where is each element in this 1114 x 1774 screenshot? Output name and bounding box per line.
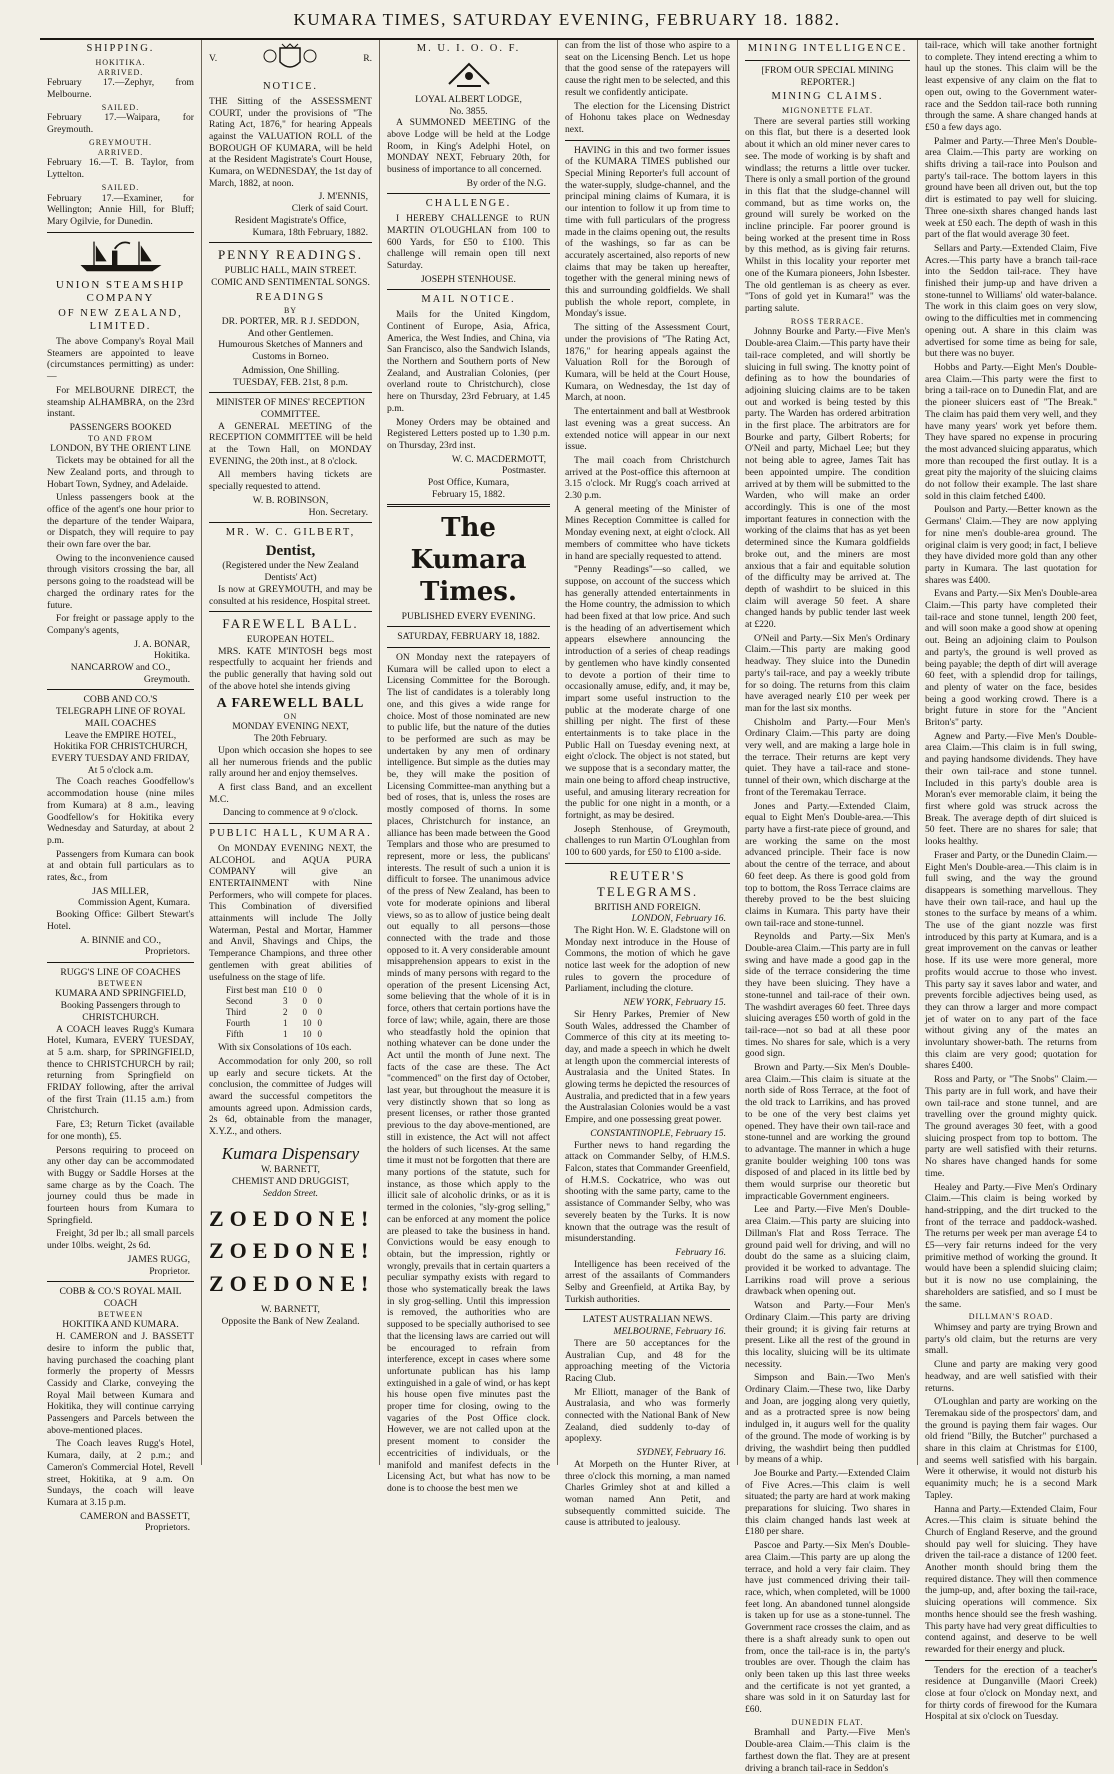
- paragraph: I HEREBY CHALLENGE to RUN MARTIN O'LOUGHLAN from 100 to 600 Yards, for £50 to £100. This challenge will remain open till next Saturday.: [387, 213, 550, 272]
- dentist-heading: Dentist,: [265, 543, 316, 560]
- heading: At 5 o'clock a.m.: [87, 764, 154, 776]
- paragraph: Sir Henry Parkes, Premier of New South Wales, addressed the Chamber of Commerce of this city at its meeting to-day, and made a speech in which he dwelt at length upon the commercial interests of Australasia and the United States. In glowing terms he depicted the resources of Australia, and predicted that in a few years the Australasian Colonies would be a vast Empire, and one possessing great power.: [565, 1008, 730, 1126]
- paragraph: Pascoe and Party.—Six Men's Double-area Claim.—This party are up along the terrace, and hold a very fair claim. They have just commenced driving their tail-race, which, when completed, will be 1000 feet long. An abandoned tunnel alongside is taken up for use as a stone-tunnel. The Government race crosses the claim, and as there is a shaft already sunk to open out from, once the tail-race is in, the party's troubles are over. Though the claim has only been taken up this last three weeks and the certificate is not yet granted, a share was sold in it on Saturday last for £60.: [745, 1540, 910, 1716]
- divider: [745, 60, 910, 61]
- dateline: CONSTANTINOPLE, February 15.: [590, 1127, 726, 1139]
- zoedone-heading: ZOEDONE!: [209, 1271, 375, 1297]
- paragraph: Clune and party are making very good headway, and are well satisfied with their returns.: [925, 1359, 1097, 1394]
- column-2: [202, 40, 380, 1465]
- steamship-icon: [76, 237, 166, 275]
- paragraph: Booking Office: Gilbert Stewart's Hotel.: [47, 909, 194, 932]
- label-sailed: SAILED.: [101, 182, 140, 192]
- paragraph: MRS. KATE M'INTOSH begs most respectfully to acquaint her friends and the public generally that having sold out of the above hotel she intends giving: [209, 645, 372, 692]
- paragraph: Hanna and Party.—Extended Claim, Four Acres.—This claim is situate behind the Church of England Reserve, and the ground should pay well for sluicing. They have driven the tail-race a distance of 1200 feet. Another month should bring them the required distance. They will then commence the jump-up, and, after boxing the tail-race, sluicing operations will commence. Six months hence should see the fresh washing. This party have had very great difficulties to contend against, and deserve to be well rewarded for their energy and pluck.: [925, 1503, 1097, 1655]
- prize-cell: 0: [317, 1029, 322, 1040]
- heading: BRITISH AND FOREIGN.: [594, 901, 701, 913]
- signature: Proprietors.: [144, 946, 190, 958]
- divider: [925, 1660, 1097, 1661]
- cobb-subtitle: TELEGRAPH LINE OF ROYAL MAIL COACHES: [55, 706, 186, 729]
- challenge-title: CHALLENGE.: [425, 198, 512, 210]
- paragraph: Persons requiring to proceed on any other day can be accommodated with Buggy or Saddle Horses at the same charge as by the Coach. The journey could thus be made in fourteen hours from Kumara to Springfield.: [47, 1144, 194, 1226]
- paragraph: Palmer and Party.—Three Men's Double-area Claim.—This party are working on shifts driving a tail-race into Poulson and party's tail-race. The bottom layers in this ground have been all driven out, but the top dirt is estimated to pay well for sluicing. Three one-sixth shares changed hands last week at £50 each. The depth of wash in this part of the flat would average 30 feet.: [925, 135, 1097, 241]
- divider: [387, 626, 550, 627]
- paragraph: Hobbs and Party.—Eight Men's Double-area Claim.—This party were the first to bring a tail-race on to Dunedin Flat, and are the pioneer sluicers east of "The Break." The claim has paid them very well, and they have many years' work yet before them. They have spared no expense in procuring the most advanced sluicing apparatus, which more than recouped the first outlay. It is a great pity the majority of the sluicing claims do not follow their example. The last share sold in this claim fetched £400.: [925, 361, 1097, 502]
- notice-title: NOTICE.: [262, 81, 319, 92]
- signature: NANCARROW and CO.,: [70, 662, 171, 674]
- signature: J. M'ENNIS,: [318, 191, 368, 203]
- paragraph: A general meeting of the Minister of Mines Reception Committee is called for Monday evening next, at eight o'clock. All members of committee who have tickets in hand are specially requested to attend.: [565, 503, 730, 562]
- signature: A. BINNIE and CO.,: [79, 934, 161, 946]
- heading: ROSS TERRACE.: [790, 316, 865, 326]
- prize-row: [223, 1018, 325, 1029]
- paragraph: Bramhall and Party.—Five Men's Double-area Claim.—This claim is the farthest down the flat. They are at present driving a branch tail-race in Seddon's: [745, 1727, 910, 1774]
- heading: BETWEEN: [97, 978, 144, 988]
- reuters-title: REUTER'S TELEGRAMS.: [596, 867, 699, 899]
- signature: W. B. ROBINSON,: [252, 494, 329, 506]
- prize-cell: 2: [283, 1007, 288, 1018]
- prize-row: [223, 1007, 325, 1018]
- newspaper-title: The Kumara Times.: [410, 513, 527, 607]
- paragraph: Further news to hand regarding the attack on Commander Selby, of H.M.S. Falcon, states that Commander Greenfield, of H.M.S. Cockatrice, who was out shooting with the same party, came to the assistance of Commander Selby, who was severely beaten by the Turks. It is now known that the outrage was the result of misunderstanding.: [565, 1139, 730, 1245]
- paragraph: Chisholm and Party.—Four Men's Ordinary Claim.—This party are doing very well, and are making a large hole in the terrace. Their returns are kept very quiet. They have a tail-race and stone-tunnel of their own, which discharge at the front of the Teremakau Terrace.: [745, 716, 910, 798]
- heading: EVERY TUESDAY AND FRIDAY,: [51, 752, 190, 764]
- heading: PUBLISHED EVERY EVENING.: [401, 610, 536, 622]
- shipping-line: February 17.—Waipara, for Greymouth.: [47, 112, 194, 136]
- paragraph: Lee and Party.—Five Men's Double-area Claim.—This party are sluicing into Dillman's Flat and Ross Terrace. The ground paid well for driving, and will no doubt do the same as a sluicing claim, provided it be worked to advantage. The Larrikins road will prove a serious drawback when opening out.: [745, 1204, 910, 1298]
- signature: Proprietor.: [149, 1265, 190, 1277]
- paragraph: Tenders for the erection of a teacher's residence at Dunganville (Maori Creek) close at four o'clock on Monday next, and for thirty cords of firewood for the Kumara Hospital at six o'clock on Tuesday.: [925, 1664, 1097, 1723]
- paragraph: THE Sitting of the ASSESSMENT COURT, under the provisions of "The Rating Act, 1876," for hearing Appeals against the VALUATION ROLL of the BOROUGH OF KUMARA, will be held at the Resident Magistrate's Court House, Kumara, on WEDNESDAY, the 1st day of March, 1882, at noon.: [209, 95, 372, 189]
- paragraph: Upon which occasion she hopes to see all her numerous friends and the public rally around her and enjoy themselves.: [209, 744, 372, 780]
- paragraph: Simpson and Bain.—Two Men's Ordinary Claim.—These two, like Darby and Joan, are jogging along very quietly, and as a protracted spree is now being indulged in, it augurs well for the quality of the ground. The mode of working is by driving, the washdirt being then puddled by means of a whip.: [745, 1372, 910, 1466]
- paragraph: For freight or passage apply to the Company's agents,: [47, 613, 194, 636]
- heading: No. 3855.: [449, 105, 488, 117]
- paragraph: A COACH leaves Rugg's Kumara Hotel, Kumara, EVERY TUESDAY, at 5 a.m. sharp, for SPRINGFIELD, thence to CHRISTCHURCH by rail; returning from Springfield on FRIDAY following, after the arrival of the first Train (11.15 a.m.) from Christchurch.: [47, 1023, 194, 1117]
- dateline: MELBOURNE, February 16.: [613, 1326, 726, 1338]
- paragraph: Reynolds and Party.—Six Men's Double-area Claim.—This party are in full swing and have made a good gap in the side of the terrace considering the time they have been sluicing. They have a stone-tunnel and tail-race of their own. The washdirt averages 60 feet. Three days sluicing averages £50 worth of gold in the tail-race—not so bad at all these poor times. No shares for sale, which is a very good sign.: [745, 931, 910, 1060]
- paragraph: The Coach reaches Goodfellow's accommodation house (nine miles from Kumara) at 8 a.m., leaving Goodfellow's for Hokitika every Wednesday and Saturday, at about 2 p.m.: [47, 776, 194, 846]
- signature: Opposite the Bank of New Zealand.: [221, 1315, 360, 1327]
- paragraph: Humourous Sketches of Manners and Customs in Borneo.: [218, 339, 363, 363]
- crest-icon: [260, 42, 320, 76]
- divider: [387, 504, 550, 507]
- paragraph: A GENERAL MEETING of the RECEPTION COMMITTEE will be held at the Town Hall, on MONDAY EVENING, the 20th inst., at 8 o'clock.: [209, 420, 372, 467]
- cobb2-title: COBB & CO.'S ROYAL MAIL COACH: [59, 1286, 182, 1309]
- heading: MONDAY EVENING NEXT,: [232, 721, 349, 733]
- signature: Proprietors.: [144, 1522, 190, 1534]
- dateline: LONDON, February 16.: [631, 913, 726, 925]
- heading: EUROPEAN HOTEL.: [246, 634, 335, 646]
- column-6: [918, 40, 1104, 1723]
- union-title: UNION STEAMSHIP COMPANY: [55, 278, 186, 305]
- prize-row: [223, 996, 325, 1007]
- dateline: NEW YORK, February 15.: [623, 997, 726, 1009]
- paragraph: Mr Elliott, manager of the Bank of Australasia, and who was formerly connected with the National Bank of New Zealand, died suddenly to-day of apoplexy.: [565, 1386, 730, 1445]
- prize-cell: 3: [283, 996, 288, 1007]
- heading: CHEMIST AND DRUGGIST,: [231, 1176, 350, 1188]
- farewell-ball-heading: A FAREWELL BALL: [216, 695, 365, 711]
- paragraph: Accommodation for only 200, so roll up early and secure tickets. At the conclusion, the committee of Judges will award the successful competitors the amounts agreed upon. Admission cards, 2s 6d, obtainable from the manager, X.Y.Z., and others.: [209, 1055, 372, 1138]
- farewell-title: FAREWELL BALL.: [222, 616, 359, 632]
- signature: JOSEPH STENHOUSE.: [421, 273, 516, 285]
- paragraph: The Coach leaves Rugg's Hotel, Kumara, daily, at 2 p.m.; and Cameron's Commercial Hotel, Revell street, Hokitika, at 9 a.m. On Sundays, the coach will leave Kumara at 3.15 p.m.: [47, 1438, 194, 1508]
- paragraph: Joseph Stenhouse, of Greymouth, challenges to run Martin O'Loughlan from 100 to 600 yards, for £50 to £100 a-side.: [565, 823, 730, 859]
- label-arrived: ARRIVED.: [97, 67, 144, 77]
- prize-cell: 0: [302, 1007, 307, 1018]
- paragraph: Fare, £3; Return Ticket (available for one month), £5.: [47, 1119, 194, 1142]
- paragraph: On MONDAY EVENING NEXT, the ALCOHOL and AQUA PURA COMPANY will give an ENTERTAINMENT with Nine Performers, who will compete for places. This Combination of diversified attainments will include The Jolly Waterman, Pestal and Mortar, Hammer and Anvil, Shavings and Chips, the Temperance Champions, and three other gentlemen with great abilities of usefulness on the stage of life.: [209, 842, 372, 983]
- heading: Booking Passengers through to: [60, 1000, 181, 1012]
- cobb-title: COBB AND CO.'S: [83, 694, 158, 706]
- paragraph: Is now at GREYMOUTH, and may be consulted at his residence, Hospital street.: [209, 583, 372, 607]
- label-sailed: SAILED.: [101, 102, 140, 112]
- dispensary-arch: Kumara Dispensary: [221, 1143, 360, 1163]
- paragraph: Tickets may be obtained for all the New Zealand ports, and through to Hobart Town, Sydney, and Adelaide.: [47, 455, 194, 490]
- paragraph: Freight, 3d per lb.; all small parcels under 10lbs. weight, 2s 6d.: [47, 1228, 194, 1252]
- heading: MIGNONETTE FLAT.: [782, 106, 873, 115]
- prize-cell: 0: [317, 985, 322, 996]
- rugg-title: RUGG'S LINE OF COACHES: [60, 966, 181, 978]
- heading: COMIC AND SENTIMENTAL SONGS.: [211, 276, 370, 288]
- heading: [FROM OUR SPECIAL MINING REPORTER.]: [761, 64, 894, 88]
- prize-row: [223, 985, 325, 996]
- paragraph: "Penny Readings"—so called, we suppose, on account of the success which has generally attended entertainments in the Home country, the admission to which had been fixed at that low price. And such is the heading of an advertisement which appears elsewhere announcing the introduction of a series of cheap readings by gentlemen who have kindly consented to devote a portion of their time to occasionally amuse, edify, and, it may be, impart some useful instruction to the public at the moderate charge of one shilling per night. The first of these entertainments is to take place in the Public Hall on Tuesday evening next, at eight o'clock. The object is not stated, but we suppose that is a secondary matter, the main one being to afford cheap instructive, useful, and amusing literary recreation for the public for one night in a month, or a fortnight, as may be desired.: [565, 564, 730, 821]
- heading: DILLMAN'S ROAD.: [968, 1312, 1054, 1322]
- heading: W. BARNETT,: [261, 1164, 320, 1176]
- paragraph: Owing to the inconvenience caused through visitors crossing the bar, all persons going to the roadstead will be charged the ordinary rates for the future.: [47, 552, 194, 611]
- paragraph: Johnny Bourke and Party.—Five Men's Double-area Claim.—This party have their tail-race completed, and will shortly be sluicing in full swing. The knotty point of defining as to how the boundaries of adjoining sluicing claims are to be taken out and worked is being tested by this party. The Warden has ordered arbitration in the first place. The arbitrators are for Bourke and party, Gilbert Roberts; for O'Neil and party, Michael Lee; but they not being able to agree, James Tait has been appointed umpire. The condition arrived at by them will be submitted to the Warden, who will make an order accordingly. This is one of the most important features in connection with the working of the claims that has as yet been determined since the Kumara goldfields broke out, and the miners are most anxious that a fair and equitable solution of the difficulty may be arrived at. The depth of washdirt to be sluiced in this claim will average 50 feet. A share changed hands by public tender last week at £220.: [745, 326, 910, 631]
- heading: MINING CLAIMS.: [771, 91, 884, 103]
- paragraph: The mail coach from Christchurch arrived at the Post-office this afternoon at 3.15 o'clock. Mr Rugg's coach arrived at 2.30 p.m.: [565, 454, 730, 502]
- divider: [565, 863, 730, 864]
- heading: LOYAL ALBERT LODGE,: [415, 93, 522, 105]
- dateline: SYDNEY, February 16.: [636, 1447, 726, 1459]
- signature: CAMERON and BASSETT,: [80, 1510, 190, 1522]
- paragraph: Passengers from Kumara can book at and obtain full particulars as to rates, &c., from: [47, 848, 194, 884]
- heading: HOKITIKA AND KUMARA.: [62, 1319, 179, 1331]
- column-1: [40, 40, 202, 1534]
- paragraph: The sitting of the Assessment Court, under the provisions of "The Rating Act, 1876," for hearing appeals against the Valuation Roll for the Borough of Kumara, will be held at the Court House, Kumara, on Wednesday, the 1st day of March, at noon.: [565, 322, 730, 404]
- heading: DUNEDIN FLAT.: [791, 1717, 864, 1727]
- shipping-line: February 17.—Zephyr, from Melbourne.: [47, 77, 194, 100]
- prize-cell: 0: [302, 985, 307, 996]
- paragraph: Ross and Party, or "The Snobs" Claim.—This party are in full work, and have their own tail-race and stone tunnel, and are travelling over the ground mighty quick. The ground averages 30 feet, with a good sluicing prospect from top to bottom. The party are well satisfied with their returns. No shares have changed hands for some time.: [925, 1074, 1097, 1179]
- prize-cell: 0: [317, 996, 322, 1007]
- heading: Leave the EMPIRE HOTEL, Hokitika FOR CHRISTCHURCH,: [53, 729, 188, 753]
- paragraph: For MELBOURNE DIRECT, the steamship ALHAMBRA, on the 23rd instant.: [47, 384, 194, 420]
- prize-cell: 0: [302, 996, 307, 1007]
- paragraph: Joe Bourke and Party.—Extended Claim of Five Acres.—This claim is well situated; the party are hard at work making preparations for sluicing. Two shares in this claim changed hands last week at £180 per share.: [745, 1467, 910, 1538]
- paragraph: The election for the Licensing District of Hohonu takes place on Wednesday next.: [565, 100, 730, 135]
- heading: And other Gentlemen.: [247, 327, 334, 339]
- divider: [565, 1309, 730, 1310]
- signature: Clerk of said Court.: [291, 203, 368, 215]
- paragraph: Healey and Party.—Five Men's Ordinary Claim.—This claim is being worked by hand-stripping, and the dirt trucked to the front of the terrace and paddock-washed. The returns per week per man average £4 to £5—very fair returns indeed for the very primitive method of working the ground. It would have been a splendid sluicing claim; but it is now no use complaining, the shareholders are satisfied, and so I must be the same.: [925, 1181, 1097, 1310]
- arms-r: R.: [363, 53, 372, 65]
- prize-cell: 0: [317, 1018, 322, 1029]
- divider: [209, 392, 372, 393]
- mail-title: MAIL NOTICE.: [421, 294, 516, 306]
- paragraph: Brown and Party.—Six Men's Double-area Claim.—This claim is situate at the north side of Ross Terrace, at the foot of the old track to Larrikins, and has proved to be one of the very best claims yet opened. They have their own tail-race and stone-tunnel and are working the ground to advantage. The manner in which a huge granite boulder weighing 100 tons was disposed of and placed in its little bed by them would surprise our theoretic but impracticable Government engineers.: [745, 1062, 910, 1202]
- heading: Seddon Street.: [262, 1187, 319, 1199]
- signature: JAMES RUGG,: [127, 1253, 190, 1265]
- paragraph: O'Neil and Party.—Six Men's Ordinary Claim.—This party are making good headway. They sluice into the Dunedin party's tail-race, and pay a weekly tribute for so doing. The returns from this claim have averaged nearly £10 per week per man for the last six months.: [745, 632, 910, 714]
- dateline: February 16.: [675, 1246, 726, 1258]
- signature: By order of the N.G.: [466, 177, 546, 189]
- prize-cell: £10: [283, 985, 297, 996]
- prize-cell: 1: [283, 1029, 288, 1040]
- heading: SATURDAY, FEBRUARY 18, 1882.: [397, 631, 540, 643]
- paragraph: Sellars and Party.—Extended Claim, Five Acres.—This party have a branch tail-race into the Seddon tail-race. They have finished their jump-up and have driven a stone-tunnel to Williams' old water-balance. The work in this claim goes on very slow, owing to the difficulties met in commencing opening out. A share in this claim was advertised for some time as being for sale, but there was no buyer.: [925, 242, 1097, 360]
- divider: [47, 689, 194, 690]
- shipping-line: February 17.—Examiner, for Wellington; Annie Hill, for Bluff; Mary Ogilvie, for Dunedin.: [47, 192, 194, 227]
- paragraph: The above Company's Royal Mail Steamers are appointed to leave (circumstances permitting) as under:—: [47, 336, 194, 383]
- heading: KUMARA AND SPRINGFIELD,: [55, 988, 186, 1000]
- divider: [47, 232, 194, 233]
- mines-title: MINISTER OF MINES' RECEPTION COMMITTEE.: [215, 397, 366, 420]
- heading: Admission, One Shilling.: [241, 364, 340, 376]
- divider: [565, 140, 730, 141]
- heading: ON: [283, 711, 298, 721]
- signature: Commission Agent, Kumara.: [78, 897, 190, 909]
- columns: [40, 40, 1104, 1774]
- heading: BETWEEN: [97, 1309, 144, 1319]
- prize-cell: Second: [226, 996, 253, 1007]
- paragraph: Jones and Party.—Extended Claim, equal to Eight Men's Double-area.—This party have a first-rate piece of ground, and are working the same on the most advanced principle. Their face is now about the centre of the terrace, and about 60 feet deep. As there is good gold from top to bottom, the Ross Terrace claims are thereby proved to be the best sluicing claims in Kumara. This party have their own tail-race and stone-tunnel.: [745, 800, 910, 929]
- royal-arms: [209, 40, 372, 78]
- paragraph: A SUMMONED MEETING of the above Lodge will be held at the Lodge Room, in King's Adelphi Hotel, on MONDAY NEXT, February 20th, for business of importance to all concerned.: [387, 117, 550, 176]
- paragraph: There are several parties still working on this flat, but there is a deserted look about it which an old miner never cares to see. The mode of working is by shaft and windlass; the returns a little over tucker. There is only a small portion of the ground in this flat that the sludge-channel will command, but as time works on, the ground will surely be worked on the incline principle. Far poorer ground is being worked at the present time in Ross by this method, as is giving fair returns. Whilst in this locality your reporter met one of the Kumara pioneers, John Isbester. The old gentleman is as cheery as ever. "Tons of gold yet in Kumara!" was the parting salute.: [745, 115, 910, 314]
- prize-cell: Fifth: [226, 1029, 244, 1040]
- port-greymouth: GREYMOUTH.: [88, 137, 153, 147]
- leader-article: ON Monday next the ratepayers of Kumara will be called upon to elect a Licensing Committee for the Borough. The list of candidates is a tolerably long one, and this gives a wide range for choice. Most of those nominated are new to public life, but the nature of the duties to be performed are such as may be undertaken by any men of ordinary intelligence. But simple as the duties may be, they will make the position of Licensing Committee-man anything but a bed of roses, that is, unless the roses are mostly composed of thorns. In some places, Christchurch for instance, an alliance has been made between the Good Templars and those who are presumed to represent, more or less, the publicans' interests. The result of such a union it is difficult to forsee. The unanimous advice of the press of New Zealand, has been to vote for moderate opinions and liberal views, so as to allow of justice being dealt out equally to all persons—those connected with the trade and those opposed to it. A very considerable amount misapprehension appears to exist in the minds of many persons with regard to the operation of the present Licensing Act, some believing that the whole of it is in force, others that certain portions have the force of law; while, again, there are those who steadfastly hold the opinion that nothing whatever can be done under the Act until the month of June next. The facts of the case are these. The Act "commenced" on the first day of October, last year, but throughout the measure it is very distinctly shown that so long as present licenses, or rather those granted previous to the day above-mentioned, are still in existence, the Act will not affect the holders of such licenses. At the same time it must not be forgotten that there are many portions of the statute, such for instance, as those which apply to the illicit sale of alcoholic drinks, or as it is termed in the colonies, "sly-grog selling," can be enforced at any moment the police are pleased to take the business in hand. Convictions would be easy enough to obtain, but the impression, rightly or wrongly, prevails that in certain quarters a peculiar sympathy exists with regard to those who systematically break the laws in sly grog-selling. Until this impression is removed, the authorities who are supposed to be specially authorised to see that the licensing laws are carried out will be encouraged to refrain from interference, except in cases where some unfortunate publican has his lamp extinguished in a gale of wind, or has kept his house open five minutes past the proper time for closing, owing to the vagaries of the Post Office clock. However, we are not called upon at the present moment to consider the eccentricities of individuals, or the manifold and manifest defects in the Licensing Act, but what has now to be done is to choose the best men we: [387, 652, 550, 1494]
- paragraph: Agnew and Party.—Five Men's Double-area Claim.—This claim is in full swing, and paying handsome dividends. They have their own tail-race and stone tunnel. Included in this party's double area is Moran's ever memorable claim, it being the first where gold was struck across the Break. The average depth of dirt sluiced is 50 feet. There are no shares for sale; that looks healthy.: [925, 730, 1097, 848]
- signature: Kumara, 18th February, 1882.: [252, 226, 368, 238]
- divider: [47, 1281, 194, 1282]
- paragraph: tail-race, which will take another fortnight to complete. They intend erecting a whim to haul up the stones. This claim will be the least expensive of any claim on the flat to open out, owing to the Government water-race and the Seddon tail-race both running through the same. A share changed hands at £50 a few days ago.: [925, 40, 1097, 133]
- heading: READINGS: [255, 291, 326, 303]
- heading: TO AND FROM: [87, 433, 154, 443]
- muioof-title: M. U. I. O. O. F.: [416, 43, 521, 54]
- paragraph: Unless passengers book at the office of the agent's one hour prior to the departure of the tender Waipara, or Dispatch, they will require to pay their own fare over the bar.: [47, 492, 194, 551]
- shipping-line: February 16.—T. B. Taylor, from Lyttelton.: [47, 157, 194, 181]
- paragraph: HAVING in this and two former issues of the KUMARA TIMES published our Special Mining Reporter's full account of the water-supply, sludge-channel, and the principal mining claims of Kumara, it is our intention to follow it up from time to time with full particulars of the progress made in the claims opening out, the results of the washings, so far as can be accurately ascertained, also reports of new claims that may be taken up hereafter, together with the general mining news of this and surrounding goldfields. We shall publish the whole report, complete, in Monday's issue.: [565, 144, 730, 320]
- paragraph: A first class Band, and an excellent M.C.: [209, 781, 372, 805]
- prize-cell: First best man: [226, 985, 277, 996]
- paragraph: The entertainment and ball at Westbrook last evening was a great success. An extended notice will appear in our next issue.: [565, 406, 730, 453]
- divider: [209, 823, 372, 824]
- prize-cell: Third: [226, 1007, 246, 1018]
- arms-v: V.: [209, 53, 218, 65]
- paragraph: H. CAMERON and J. BASSETT desire to inform the public that, having purchased the coaching plant formerly the property of Messrs Cassidy and Clarke, conveying the Royal Mail between Kumara and Hokitika, they will continue carrying Passengers and Parcels between the above-mentioned places.: [47, 1331, 194, 1436]
- signature: W. BARNETT,: [261, 1304, 320, 1316]
- paragraph: Watson and Party.—Four Men's Ordinary Claim.—This party are driving their ground; it is giving fair returns at present. Like all the rest of the ground in this locality, sluicing will be its ultimate necessity.: [745, 1300, 910, 1370]
- signature: W. C. MACDERMOTT,: [451, 453, 546, 465]
- prize-cell: 10: [302, 1018, 312, 1029]
- paragraph: Poulson and Party.—Better known as the Germans' Claim.—They are now applying for nine men's double-area ground. The original claim is very good; in fact, I believe they have divided more gold than any other party in Kumara. The last quotation for shares was £400.: [925, 504, 1097, 586]
- divider: [47, 962, 194, 963]
- paragraph: There are 50 acceptances for the Australian Cup, and 48 for the approaching meeting of the Victoria Racing Club.: [565, 1337, 730, 1384]
- prize-cell: 1: [283, 1018, 288, 1029]
- heading: CHRISTCHURCH.: [82, 1011, 159, 1023]
- paragraph: can from the list of those who aspire to a seat on the Licensing Bench. Let us hope that the good sense of the ratepayers will cause the right men to be selected, and this result we confidently anticipate.: [565, 40, 730, 98]
- paragraph: Mails for the United Kingdom, Continent of Europe, Asia, Africa, America, the West Indies, and China, via San Francisco, also the Sandwich Islands, the Northern and Southern ports of New Zealand, and Australian Colonies, (per overland route to Christchurch), close here on Thursday, 23rd February, at 1.45 p.m.: [387, 309, 550, 414]
- paragraph: Whimsey and party are trying Brown and party's old claim, but the returns are very small.: [925, 1321, 1097, 1357]
- prize-cell: 10: [302, 1029, 312, 1040]
- heading: Dancing to commence at 9 o'clock.: [223, 807, 358, 819]
- heading: DR. PORTER, MR. R J. SEDDON,: [221, 316, 360, 328]
- prize-cell: 0: [317, 1007, 322, 1018]
- column-4: [558, 40, 738, 1529]
- heading: LONDON, BY THE ORIENT LINE: [50, 443, 191, 455]
- masthead-title: KUMARA TIMES, SATURDAY EVENING, FEBRUARY 18. 1882.: [293, 10, 841, 29]
- divider: [209, 611, 372, 612]
- column-5: [738, 40, 918, 1774]
- paragraph: Intelligence has been received of the arrest of the assailants of Commanders Selby and Greenfield, at Artika Bay, by Turkish authorities.: [565, 1258, 730, 1305]
- signature: Greymouth.: [143, 673, 190, 685]
- divider: [387, 647, 550, 648]
- signature: JAS MILLER,: [92, 885, 149, 897]
- signature: J. A. BONAR,: [134, 638, 190, 650]
- prize-cell: Fourth: [226, 1018, 251, 1029]
- signature: Hokitika.: [154, 650, 190, 662]
- signature: Resident Magistrate's Office,: [234, 214, 347, 226]
- heading: LATEST AUSTRALIAN NEWS.: [582, 1314, 713, 1326]
- zoedone-heading: ZOEDONE!: [209, 1205, 375, 1231]
- union-subtitle: OF NEW ZEALAND, LIMITED.: [58, 308, 183, 333]
- paragraph: With six Consolations of 10s each.: [218, 1042, 352, 1054]
- divider: [209, 242, 372, 243]
- paragraph: All members having tickets are specially requested to attend.: [209, 469, 372, 493]
- signature: Post Office, Kumara,: [427, 477, 510, 489]
- zoedone-heading: ZOEDONE!: [209, 1238, 375, 1264]
- label-arrived: ARRIVED.: [97, 147, 144, 157]
- paragraph: The Right Hon. W. E. Gladstone will on Monday next introduce in the House of Commons, the motion of which he gave notice last week for the adoption of new rules to govern the procedure of Parliament, including the cloture.: [565, 924, 730, 995]
- gilbert-title: MR. W. C. GILBERT,: [225, 527, 356, 539]
- divider: [387, 193, 550, 194]
- mining-title: MINING INTELLIGENCE.: [747, 43, 908, 54]
- lodge-emblem-icon: [439, 58, 499, 92]
- divider: [209, 522, 372, 523]
- heading: The 20th February.: [253, 733, 328, 745]
- paragraph: O'Loughlan and party are working on the Teremakau side of the prospectors' dam, and the ground is paying them fair wages. Our old friend "Billy, the Butcher" purchased a share in this claim at Christmas for £100, and seems well satisfied with his bargain. Were it otherwise, it would not disturb his equanimity much; he is a second Mark Tapley.: [925, 1396, 1097, 1501]
- heading: BY: [283, 306, 298, 316]
- signature: February 15, 1882.: [431, 488, 505, 500]
- heading: TUESDAY, FEB. 21st, 8 p.m.: [233, 376, 348, 388]
- heading: PASSENGERS BOOKED: [69, 421, 172, 433]
- hall-title: PUBLIC HALL, KUMARA.: [209, 828, 372, 840]
- column-3: [380, 40, 558, 1494]
- paragraph: At Morpeth on the Hunter River, at three o'clock this morning, a man named Charles Grimley shot at and killed a woman named Ann Petit, and subsequently committed suicide. The cause is attributed to jealousy.: [565, 1458, 730, 1529]
- port-hokitika: HOKITIKA.: [95, 57, 146, 67]
- paragraph: Fraser and Party, or the Dunedin Claim.—Eight Men's Double-area.—This claim is in full swing, and the way the ground disappears is something marvellous. They have their own tail-race, and haul up the stones to the surface by means of a whim. The use of the giant nozzle was first introduced by this party at Kumara, and is a great improvement on the canvas or leather hose. If its use were more general, more profits would accrue to those who invest. This party say it saves labor and water, and prevents forcible adjectives being used, as they can throw a larger and more compact jet of water on to any part of the face without giving any of the mates an involuntary shower-bath. The returns from this claim are very good; quotation for shares £400.: [925, 849, 1097, 1072]
- prize-row: [223, 1029, 325, 1040]
- masthead: [40, 10, 1094, 40]
- signature: Hon. Secretary.: [308, 506, 368, 518]
- divider: [387, 289, 550, 290]
- signature: Postmaster.: [502, 465, 546, 477]
- heading: (Registered under the New Zealand Dentists' Act): [222, 560, 359, 584]
- heading: PUBLIC HALL, MAIN STREET.: [224, 265, 357, 277]
- shipping-heading: SHIPPING.: [86, 43, 155, 54]
- penny-readings-title: PENNY READINGS.: [217, 247, 364, 263]
- paragraph: Money Orders may be obtained and Registered Letters posted up to 1.30 p.m. on Thursday, 23rd inst.: [387, 416, 550, 451]
- paragraph: Evans and Party.—Six Men's Double-area Claim.—This party have completed their tail-race and stone tunnel, length 200 feet, and will soon make a good show at opening out. Being an adjoining claim to Poulson and party's, the ground is well proved as being payable; the depth of dirt will average 60 feet, with a splendid drop for tailings, and plenty of water on the face, besides being a good working crowd. There is a bright future in store for the "Ancient Briton's" party.: [925, 588, 1097, 729]
- prize-table: [223, 985, 325, 1040]
